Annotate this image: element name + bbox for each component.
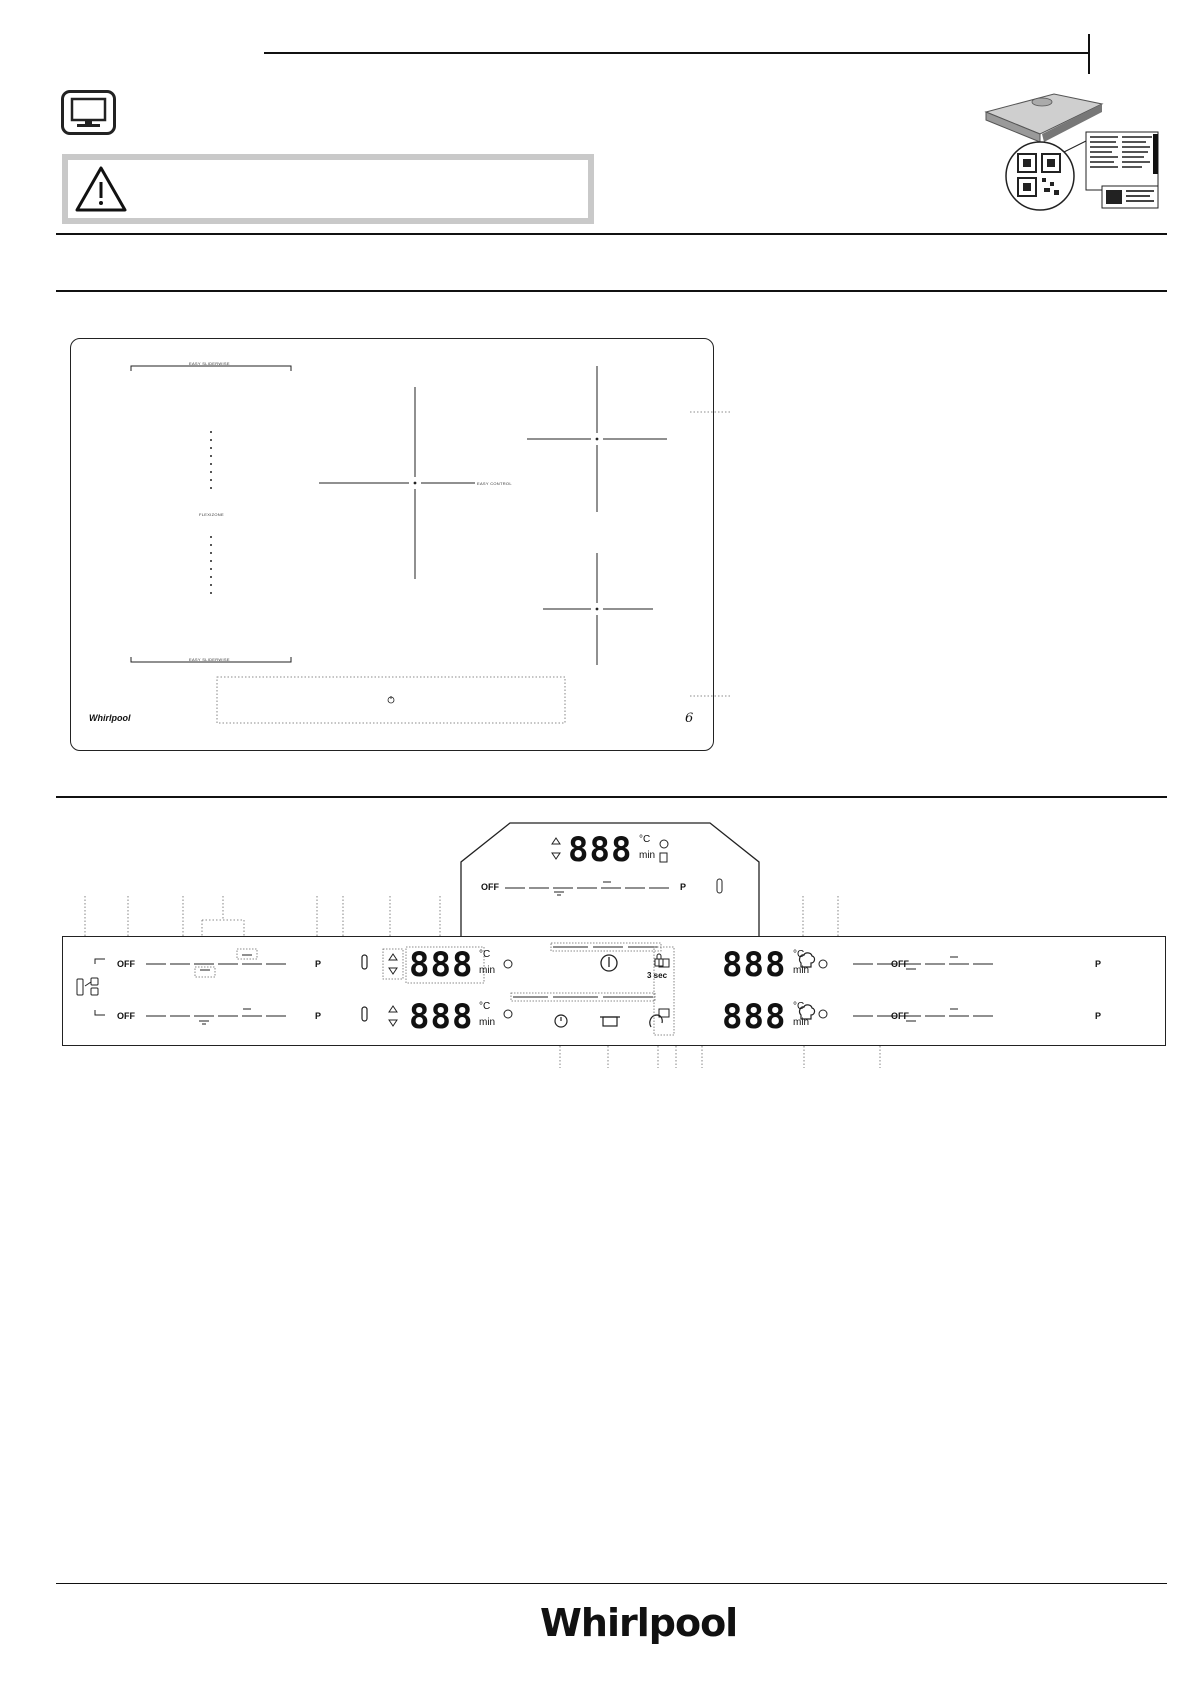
celsius-1: °C bbox=[479, 949, 491, 960]
slider-3-p[interactable]: P bbox=[1095, 959, 1102, 969]
slider-1-p[interactable]: P bbox=[315, 959, 322, 969]
footer-brand-logo: Whirlpool bbox=[540, 1601, 738, 1645]
min-2: min bbox=[479, 1017, 496, 1028]
hob-top-view bbox=[70, 338, 714, 751]
slider-row-1-marker-low bbox=[195, 967, 215, 977]
slider-tag-bottom: EASY SLIDERWISE bbox=[189, 657, 230, 662]
min-1: min bbox=[479, 965, 496, 976]
section-rule-1 bbox=[56, 233, 1167, 235]
slider-tag-top: EASY SLIDERWISE bbox=[189, 361, 230, 366]
footer-rule bbox=[56, 1583, 1167, 1584]
celsius-4: °C bbox=[793, 1001, 805, 1012]
thermometer-icon bbox=[362, 955, 367, 1021]
celsius-3: °C bbox=[793, 949, 805, 960]
display-zone-4: 888 bbox=[722, 997, 787, 1037]
header-top-rule bbox=[264, 52, 1089, 54]
hob-control-area bbox=[217, 677, 565, 723]
panel-callout-ticks-top bbox=[62, 896, 1166, 938]
hood-display-digits: 888 bbox=[568, 830, 633, 870]
hood-slider-p[interactable]: P bbox=[680, 882, 687, 892]
flexi-zone-label: FLEXIZONE bbox=[199, 512, 224, 517]
slider-3-off[interactable]: OFF bbox=[891, 959, 909, 969]
control-panel bbox=[62, 936, 1166, 1046]
slider-1-off[interactable]: OFF bbox=[117, 959, 135, 969]
slider-2-p[interactable]: P bbox=[315, 1011, 322, 1021]
hood-celsius: °C bbox=[639, 834, 651, 845]
center-zone-tag: EASY CONTROL bbox=[477, 481, 512, 486]
min-3: min bbox=[793, 965, 810, 976]
pot-icon bbox=[600, 1017, 620, 1026]
hood-slider-off[interactable]: OFF bbox=[481, 882, 499, 892]
celsius-2: °C bbox=[479, 1001, 491, 1012]
display-zone-3: 888 bbox=[722, 945, 787, 985]
slider-4-p[interactable]: P bbox=[1095, 1011, 1102, 1021]
flexi-zone-bracket-top bbox=[131, 366, 291, 371]
panel-callout-ticks-bottom bbox=[62, 1046, 1166, 1070]
slider-row-1-marker-high bbox=[237, 949, 257, 959]
hob-callout-lines bbox=[690, 408, 730, 708]
display-zone-2: 888 bbox=[409, 997, 474, 1037]
hood-slider-track bbox=[505, 878, 677, 898]
power-icon bbox=[601, 955, 617, 971]
flexi-bridge-icon bbox=[77, 959, 105, 1015]
slider-4-off[interactable]: OFF bbox=[891, 1011, 909, 1021]
section-rule-3 bbox=[56, 796, 1167, 798]
product-label-illustration bbox=[982, 90, 1168, 214]
display-zone-1: 888 bbox=[409, 945, 474, 985]
warning-box bbox=[62, 154, 594, 224]
pot-mode-icon bbox=[659, 959, 669, 1017]
monitor-icon bbox=[61, 90, 116, 135]
slider-2-off[interactable]: OFF bbox=[117, 1011, 135, 1021]
hood-min: min bbox=[639, 850, 656, 861]
up-down-arrows bbox=[389, 954, 397, 1026]
hob-brand-logo: Whirlpool bbox=[89, 713, 131, 723]
lock-duration-label: 3 sec bbox=[647, 971, 668, 980]
sixth-sense-logo: 6 bbox=[685, 711, 694, 726]
timer-main-icon bbox=[555, 1015, 567, 1027]
zone-center-crosshair bbox=[319, 387, 475, 579]
warning-icon bbox=[74, 165, 128, 213]
header-tick bbox=[1088, 34, 1090, 74]
min-4: min bbox=[793, 1017, 810, 1028]
section-rule-2 bbox=[56, 290, 1167, 292]
